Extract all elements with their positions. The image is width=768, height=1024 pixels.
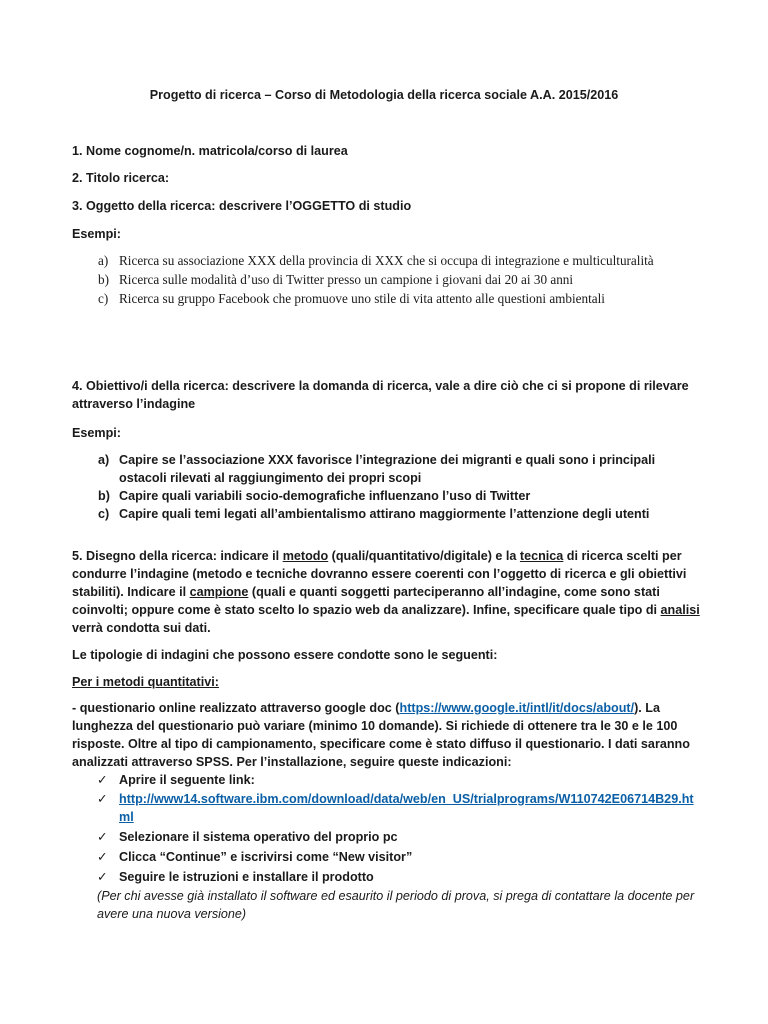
step-item: ✓ Seguire le istruzioni e installare il prodotto — [97, 870, 374, 884]
examples-label-4: Esempi: — [72, 426, 121, 440]
quantitative-methods-heading: Per i metodi quantitativi: — [72, 675, 219, 689]
question-5: 5. Disegno della ricerca: indicare il metodo (quali/quantitativo/digitale) e la tecnica di ricerca scelti per condurre l’indagine (metodo e tecniche dovranno essere coerenti con l’oggetto di ricerca e gli obiettivi stabiliti). Indicare il campione (quali e quanti soggetti parteciperanno all’indagine, come sono stati coinvolti; oppure come è stato scelto lo spazio web da analizzare). Infine, specificare quale tipo di analisi verrà condotta sui dati. — [72, 549, 700, 635]
list-item: b) Capire quali variabili socio-demografiche influenzano l’uso di Twitter — [98, 489, 531, 503]
step-item: ✓ Clicca “Continue” e iscrivirsi come “New visitor” — [97, 850, 413, 864]
question-4: 4. Obiettivo/i della ricerca: descrivere la domanda di ricerca, vale a dire ciò che ci si propone di rilevare attraverso l’indagine — [72, 379, 689, 411]
examples-list-3 — [72, 252, 700, 307]
license-note: (Per chi avesse già installato il software ed esaurito il periodo di prova, si prega di contattare la docente per avere una nuova versione) — [97, 889, 695, 921]
examples-label-3: Esempi: — [72, 227, 121, 241]
examples-list-4 — [72, 451, 700, 523]
checkmark-icon: ✓ — [97, 830, 108, 844]
checkmark-icon: ✓ — [97, 870, 108, 884]
list-item: b) Ricerca sulle modalità d’uso di Twitter presso un campione i giovani dai 20 ai 30 anni — [98, 272, 574, 287]
step-item: ✓ Selezionare il sistema operativo del proprio pc — [97, 830, 398, 844]
question-3: 3. Oggetto della ricerca: descrivere l’OGGETTO di studio — [72, 199, 412, 213]
step-item — [72, 790, 700, 826]
list-item: c) Ricerca su gruppo Facebook che promuove uno stile di vita attento alle questioni ambientali — [98, 291, 605, 306]
step-item: ✓ Aprire il seguente link: — [97, 773, 255, 787]
checkmark-icon: ✓ — [97, 792, 108, 806]
list-item: a) Capire se l’associazione XXX favorisce l’integrazione dei migranti e quali sono i principali ostacoli rilevati al raggiungimento dei propri scopi — [98, 453, 656, 485]
questionnaire-paragraph: - questionario online realizzato attraverso google doc (https://www.google.it/intl/it/docs/about/). La lunghezza del questionario può variare (minimo 10 domande). Si richiede di ottenere tra le 30 e le 100 risposte. Oltre al tipo di campionamento, specificare come è stato diffuso il questionario. I dati saranno analizzati attraverso SPSS. Per l’installazione, seguire queste indicazioni: — [72, 701, 690, 769]
question-2: 2. Titolo ricerca: — [72, 171, 170, 185]
spss-download-link[interactable]: http://www14.software.ibm.com/download/data/web/en_US/trialprograms/W110742E06714B29.html — [119, 792, 694, 824]
document-title: Progetto di ricerca – Corso di Metodologia della ricerca sociale A.A. 2015/2016 — [149, 88, 619, 102]
checkmark-icon: ✓ — [97, 850, 108, 864]
google-docs-link[interactable]: https://www.google.it/intl/it/docs/about/ — [399, 701, 635, 715]
checkmark-icon: ✓ — [97, 773, 108, 787]
install-steps — [72, 771, 700, 923]
survey-types-intro: Le tipologie di indagini che possono essere condotte sono le seguenti: — [72, 648, 498, 662]
list-item: a) Ricerca su associazione XXX della provincia di XXX che si occupa di integrazione e multiculturalità — [98, 253, 654, 268]
question-1: 1. Nome cognome/n. matricola/corso di laurea — [72, 144, 348, 158]
list-item: c) Capire quali temi legati all’ambientalismo attirano maggiormente l’attenzione degli utenti — [98, 507, 650, 521]
